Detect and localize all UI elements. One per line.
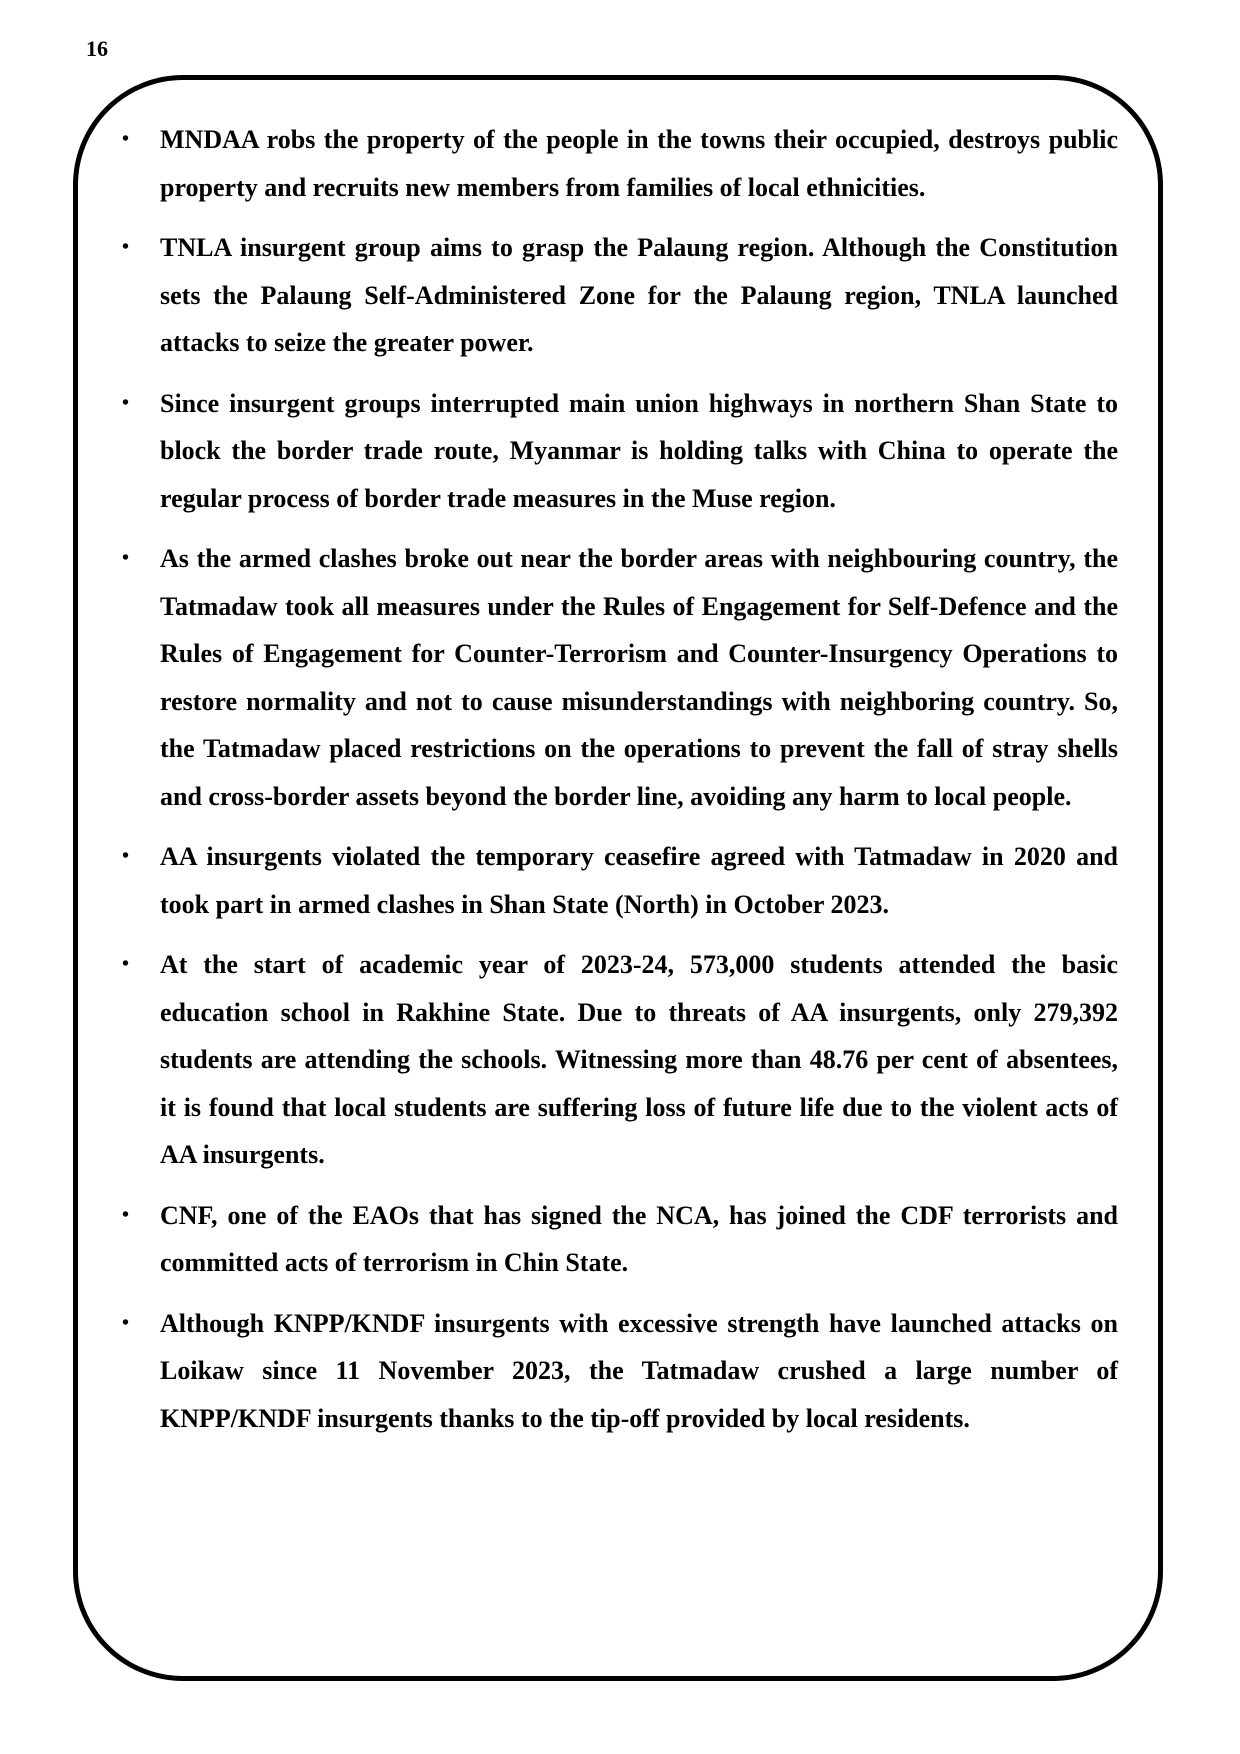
bullet-item-tnla <box>122 224 1118 367</box>
bullet-marker-icon: • <box>122 128 130 150</box>
bullet-marker-icon: • <box>122 845 130 867</box>
bullet-marker-icon: • <box>122 1311 130 1334</box>
bullet-marker-icon: • <box>122 236 130 258</box>
bullet-text: CNF, one of the EAOs that has signed the NCA, has joined the CDF terrorists and committed acts of terrorism in Chin State. <box>160 1200 1118 1277</box>
page-number: 16 <box>86 36 108 61</box>
bullet-marker-icon: • <box>122 1203 130 1226</box>
bullet-item-loikaw <box>122 1300 1118 1443</box>
bullet-text: MNDAA robs the property of the people in the towns their occupied, destroys public property and recruits new members from families of local ethnicities. <box>160 125 1118 202</box>
bullet-text: At the start of academic year of 2023-24, 573,000 students attended the basic education school in Rakhine State. Due to threats of AA insurgents, only 279,392 students are attending the schools. Witnessing more than 48.76 per cent of absentees, it is found that local students are suffering loss of future life due to the violent acts of AA insurgents. <box>160 950 1118 1169</box>
bullet-marker-icon: • <box>122 547 130 569</box>
bullet-item-students <box>122 941 1118 1179</box>
bullet-item-rules-of-engagement <box>122 535 1118 820</box>
bullet-item-cnf <box>122 1192 1118 1287</box>
bullet-item-mndaa <box>122 116 1118 211</box>
bullet-text: AA insurgents violated the temporary ceasefire agreed with Tatmadaw in 2020 and took part in armed clashes in Shan State (North) in October 2023. <box>160 842 1118 919</box>
bullet-list <box>122 116 1118 1455</box>
bullet-marker-icon: • <box>122 953 130 975</box>
bullet-text: As the armed clashes broke out near the border areas with neighbouring country, the Tatmadaw took all measures under the Rules of Engagement for Self-Defence and the Rules of Engagement for Counter-Terrorism and Counter-Insurgency Operations to restore normality and not to cause misunderstandings with neighboring country. So, the Tatmadaw placed restrictions on the operations to prevent the fall of stray shells and cross-border assets beyond the border line, avoiding any harm to local people. <box>160 544 1118 811</box>
bullet-text: TNLA insurgent group aims to grasp the Palaung region. Although the Constitution sets the Palaung Self-Administered Zone for the Palaung region, TNLA launched attacks to seize the greater power. <box>160 233 1118 357</box>
bullet-text: Since insurgent groups interrupted main union highways in northern Shan State to block the border trade route, Myanmar is holding talks with China to operate the regular process of border trade measures in the Muse region. <box>160 388 1118 513</box>
bullet-item-border-trade <box>122 380 1118 523</box>
bullet-item-aa-ceasefire <box>122 833 1118 928</box>
bullet-marker-icon: • <box>122 391 130 414</box>
bullet-text: Although KNPP/KNDF insurgents with excessive strength have launched attacks on Loikaw since 11 November 2023, the Tatmadaw crushed a large number of KNPP/KNDF insurgents thanks to the tip-off provided by local residents. <box>160 1308 1118 1433</box>
